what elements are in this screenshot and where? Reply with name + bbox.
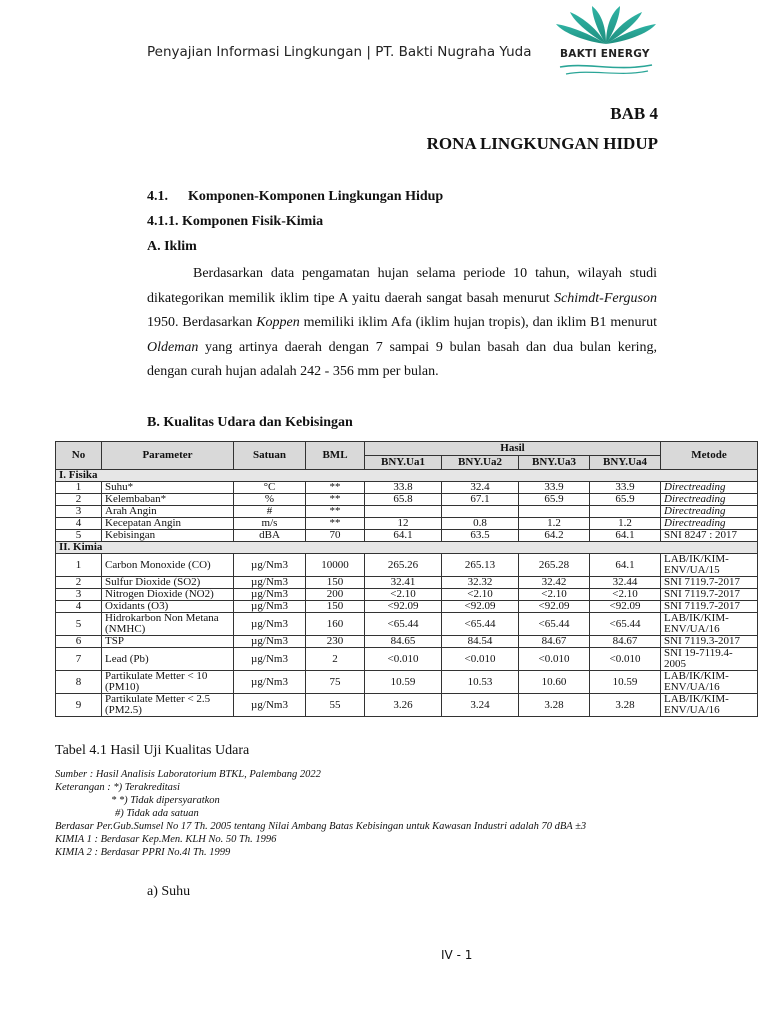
cell-bml: 10000 — [306, 554, 365, 577]
cell-metode: SNI 7119.7-2017 — [661, 601, 758, 613]
cell-parameter: Kelembaban* — [102, 494, 234, 506]
cell-ua4: <65.44 — [590, 613, 661, 636]
note-kimia-2: KIMIA 2 : Berdasar PPRI No.4l Th. 1999 — [55, 847, 231, 858]
cell-satuan: µg/Nm3 — [234, 554, 306, 577]
cell-ua3: 64.2 — [519, 530, 590, 542]
cell-no: 9 — [56, 694, 102, 717]
table-row — [56, 554, 758, 577]
table-row — [56, 577, 758, 589]
table-row — [56, 506, 758, 518]
cell-parameter: Carbon Monoxide (CO) — [102, 554, 234, 577]
cell-ua2: <65.44 — [442, 613, 519, 636]
cell-bml: 55 — [306, 694, 365, 717]
cell-parameter: Sulfur Dioxide (SO2) — [102, 577, 234, 589]
cell-ua3: 3.28 — [519, 694, 590, 717]
cell-ua4: <0.010 — [590, 648, 661, 671]
air-quality-table — [55, 441, 758, 717]
cell-parameter: Suhu* — [102, 482, 234, 494]
col-header-satuan: Satuan — [234, 442, 306, 470]
cell-ua1: 33.8 — [365, 482, 442, 494]
col-header-metode: Metode — [661, 442, 758, 470]
col-header-no: No — [56, 442, 102, 470]
section-number: 4.1. — [147, 189, 168, 204]
cell-ua1: 84.65 — [365, 636, 442, 648]
table-row — [56, 671, 758, 694]
cell-metode: SNI 7119.7-2017 — [661, 577, 758, 589]
cell-ua1: 65.8 — [365, 494, 442, 506]
table-row — [56, 530, 758, 542]
cell-ua4: 33.9 — [590, 482, 661, 494]
cell-parameter: Partikulate Metter < 2.5 (PM2.5) — [102, 694, 234, 717]
table-row — [56, 518, 758, 530]
subsection-suhu: a) Suhu — [147, 884, 191, 899]
cell-bml: 150 — [306, 601, 365, 613]
cell-ua2: <0.010 — [442, 648, 519, 671]
group-row-kimia: II. Kimia — [56, 542, 758, 554]
cell-satuan: µg/Nm3 — [234, 589, 306, 601]
bakti-energy-logo — [548, 4, 664, 78]
cell-metode: Directreading — [661, 494, 758, 506]
note-kimia-1: KIMIA 1 : Berdasar Kep.Men. KLH No. 50 Th. 1996 — [55, 834, 277, 845]
cell-ua3: <2.10 — [519, 589, 590, 601]
cell-ua3: <92.09 — [519, 601, 590, 613]
cell-parameter: Oxidants (O3) — [102, 601, 234, 613]
cell-no: 3 — [56, 506, 102, 518]
col-header-ua4: BNY.Ua4 — [590, 456, 661, 470]
paragraph-text-4: yang artinya daerah dengan 7 sampai 9 bulan basah dan dua bulan kering, dengan curah hujan adalah 242 - 356 mm per bulan. — [147, 339, 657, 379]
cell-ua3: <65.44 — [519, 613, 590, 636]
cell-satuan: µg/Nm3 — [234, 648, 306, 671]
cell-no: 1 — [56, 554, 102, 577]
cell-parameter: Kecepatan Angin — [102, 518, 234, 530]
cell-ua1: <92.09 — [365, 601, 442, 613]
cell-bml: 150 — [306, 577, 365, 589]
cell-ua2: <2.10 — [442, 589, 519, 601]
cell-satuan: # — [234, 506, 306, 518]
cell-ua3: 33.9 — [519, 482, 590, 494]
section-title: Komponen-Komponen Lingkungan Hidup — [188, 189, 444, 204]
cell-satuan: % — [234, 494, 306, 506]
col-header-bml: BML — [306, 442, 365, 470]
cell-ua1: 265.26 — [365, 554, 442, 577]
logo-wordmark: BAKTI ENERGY — [560, 48, 650, 60]
cell-bml: 200 — [306, 589, 365, 601]
cell-ua2: 63.5 — [442, 530, 519, 542]
col-header-ua3: BNY.Ua3 — [519, 456, 590, 470]
paragraph-text-3: memiliki iklim Afa (iklim hujan tropis), dan iklim B1 menurut — [299, 315, 657, 330]
cell-ua3: 65.9 — [519, 494, 590, 506]
cell-parameter: Partikulate Metter < 10 (PM10) — [102, 671, 234, 694]
cell-ua3: 32.42 — [519, 577, 590, 589]
col-header-parameter: Parameter — [102, 442, 234, 470]
cell-ua3: 1.2 — [519, 518, 590, 530]
cell-ua2 — [442, 506, 519, 518]
cell-ua2: 0.8 — [442, 518, 519, 530]
cell-parameter: TSP — [102, 636, 234, 648]
cell-no: 7 — [56, 648, 102, 671]
cell-ua4: 65.9 — [590, 494, 661, 506]
cell-ua4: 3.28 — [590, 694, 661, 717]
cell-metode: Directreading — [661, 506, 758, 518]
cell-bml: ** — [306, 482, 365, 494]
chapter-title: RONA LINGKUNGAN HIDUP — [426, 134, 658, 153]
note-regulation-noise: Berdasar Per.Gub.Sumsel No 17 Th. 2005 tentang Nilai Ambang Batas Kebisingan untuk Kawasan Industri adalah 70 dBA ±3 — [55, 821, 587, 832]
cell-satuan: dBA — [234, 530, 306, 542]
cell-parameter: Kebisingan — [102, 530, 234, 542]
cell-ua3: 265.28 — [519, 554, 590, 577]
col-header-ua1: BNY.Ua1 — [365, 456, 442, 470]
col-header-ua2: BNY.Ua2 — [442, 456, 519, 470]
cell-satuan: µg/Nm3 — [234, 577, 306, 589]
page-number: IV - 1 — [441, 948, 473, 962]
cell-parameter: Nitrogen Dioxide (NO2) — [102, 589, 234, 601]
cell-ua3: <0.010 — [519, 648, 590, 671]
group-row-fisika: I. Fisika — [56, 470, 758, 482]
cell-no: 3 — [56, 589, 102, 601]
cell-metode: LAB/IK/KIM-ENV/UA/16 — [661, 694, 758, 717]
cell-ua3: 10.60 — [519, 671, 590, 694]
cell-no: 5 — [56, 613, 102, 636]
note-legend-2: * *) Tidak dipersyaratkon — [111, 795, 220, 806]
cell-ua2: 67.1 — [442, 494, 519, 506]
cell-ua2: 84.54 — [442, 636, 519, 648]
cell-ua4: 64.1 — [590, 530, 661, 542]
cell-metode: SNI 19-7119.4-2005 — [661, 648, 758, 671]
paragraph-text-2: 1950. Berdasarkan — [147, 315, 257, 330]
cell-ua4: 10.59 — [590, 671, 661, 694]
cell-ua2: 32.32 — [442, 577, 519, 589]
cell-ua4: 84.67 — [590, 636, 661, 648]
chapter-number: BAB 4 — [610, 104, 658, 123]
paragraph-italic-3: Oldeman — [147, 339, 199, 355]
cell-no: 1 — [56, 482, 102, 494]
cell-ua1: 32.41 — [365, 577, 442, 589]
cell-parameter: Lead (Pb) — [102, 648, 234, 671]
table-row — [56, 613, 758, 636]
table-row — [56, 482, 758, 494]
cell-metode: LAB/IK/KIM-ENV/UA/16 — [661, 671, 758, 694]
cell-metode: SNI 7119.3-2017 — [661, 636, 758, 648]
cell-satuan: °C — [234, 482, 306, 494]
cell-ua1: 3.26 — [365, 694, 442, 717]
leaf-fan-icon — [548, 4, 664, 48]
section-heading-4-1 — [147, 189, 444, 205]
note-legend-3: #) Tidak ada satuan — [115, 808, 199, 819]
section-heading-4-1-1: 4.1.1. Komponen Fisik-Kimia — [147, 214, 324, 229]
cell-no: 2 — [56, 494, 102, 506]
cell-ua4: <92.09 — [590, 601, 661, 613]
cell-ua4: 64.1 — [590, 554, 661, 577]
cell-bml: ** — [306, 518, 365, 530]
table-caption: Tabel 4.1 Hasil Uji Kualitas Udara — [55, 743, 250, 758]
document-header: Penyajian Informasi Lingkungan | PT. Bakti Nugraha Yuda — [147, 44, 532, 60]
cell-ua2: 3.24 — [442, 694, 519, 717]
cell-metode: LAB/IK/KIM-ENV/UA/15 — [661, 554, 758, 577]
cell-parameter: Hidrokarbon Non Metana (NMHC) — [102, 613, 234, 636]
cell-bml: ** — [306, 506, 365, 518]
note-legend: Keterangan : *) Terakreditasi — [55, 782, 180, 793]
cell-ua1 — [365, 506, 442, 518]
cell-parameter: Arah Angin — [102, 506, 234, 518]
cell-ua4: <2.10 — [590, 589, 661, 601]
cell-satuan: µg/Nm3 — [234, 694, 306, 717]
cell-ua1: <65.44 — [365, 613, 442, 636]
cell-metode: SNI 8247 : 2017 — [661, 530, 758, 542]
cell-bml: 160 — [306, 613, 365, 636]
cell-satuan: µg/Nm3 — [234, 613, 306, 636]
cell-ua1: 64.1 — [365, 530, 442, 542]
cell-no: 2 — [56, 577, 102, 589]
cell-metode: SNI 7119.7-2017 — [661, 589, 758, 601]
cell-satuan: µg/Nm3 — [234, 601, 306, 613]
cell-ua1: <0.010 — [365, 648, 442, 671]
cell-metode: Directreading — [661, 482, 758, 494]
col-header-hasil: Hasil — [365, 442, 661, 456]
paragraph-text-1: Berdasarkan data pengamatan hujan selama periode 10 tahun, wilayah studi dikategorikan memilik iklim tipe A yaitu daerah sangat basah menurut — [147, 266, 657, 306]
cell-no: 4 — [56, 601, 102, 613]
table-row — [56, 648, 758, 671]
table-row — [56, 589, 758, 601]
note-source: Sumber : Hasil Analisis Laboratorium BTKL, Palembang 2022 — [55, 769, 321, 780]
table-row — [56, 636, 758, 648]
paragraph-italic-2: Koppen — [256, 315, 300, 330]
table-row — [56, 694, 758, 717]
cell-no: 6 — [56, 636, 102, 648]
cell-satuan: µg/Nm3 — [234, 671, 306, 694]
section-heading-iklim: A. Iklim — [147, 239, 197, 254]
cell-bml: 2 — [306, 648, 365, 671]
cell-ua1: 12 — [365, 518, 442, 530]
table-row — [56, 494, 758, 506]
cell-metode: LAB/IK/KIM-ENV/UA/16 — [661, 613, 758, 636]
cell-ua2: 10.53 — [442, 671, 519, 694]
cell-ua4: 32.44 — [590, 577, 661, 589]
cell-ua2: 32.4 — [442, 482, 519, 494]
cell-satuan: m/s — [234, 518, 306, 530]
cell-ua1: <2.10 — [365, 589, 442, 601]
wave-lines-icon — [556, 62, 656, 78]
cell-ua3: 84.67 — [519, 636, 590, 648]
cell-ua2: <92.09 — [442, 601, 519, 613]
section-heading-kualitas-udara: B. Kualitas Udara dan Kebisingan — [147, 415, 353, 430]
cell-ua4 — [590, 506, 661, 518]
cell-ua4: 1.2 — [590, 518, 661, 530]
cell-no: 8 — [56, 671, 102, 694]
paragraph-italic-1: Schimdt-Ferguson — [554, 290, 657, 306]
cell-bml: 230 — [306, 636, 365, 648]
cell-no: 4 — [56, 518, 102, 530]
cell-bml: 70 — [306, 530, 365, 542]
cell-ua2: 265.13 — [442, 554, 519, 577]
cell-bml: 75 — [306, 671, 365, 694]
cell-satuan: µg/Nm3 — [234, 636, 306, 648]
cell-metode: Directreading — [661, 518, 758, 530]
climate-paragraph — [147, 262, 657, 385]
cell-no: 5 — [56, 530, 102, 542]
table-notes — [55, 768, 586, 859]
table-row — [56, 601, 758, 613]
cell-ua3 — [519, 506, 590, 518]
cell-bml: ** — [306, 494, 365, 506]
cell-ua1: 10.59 — [365, 671, 442, 694]
